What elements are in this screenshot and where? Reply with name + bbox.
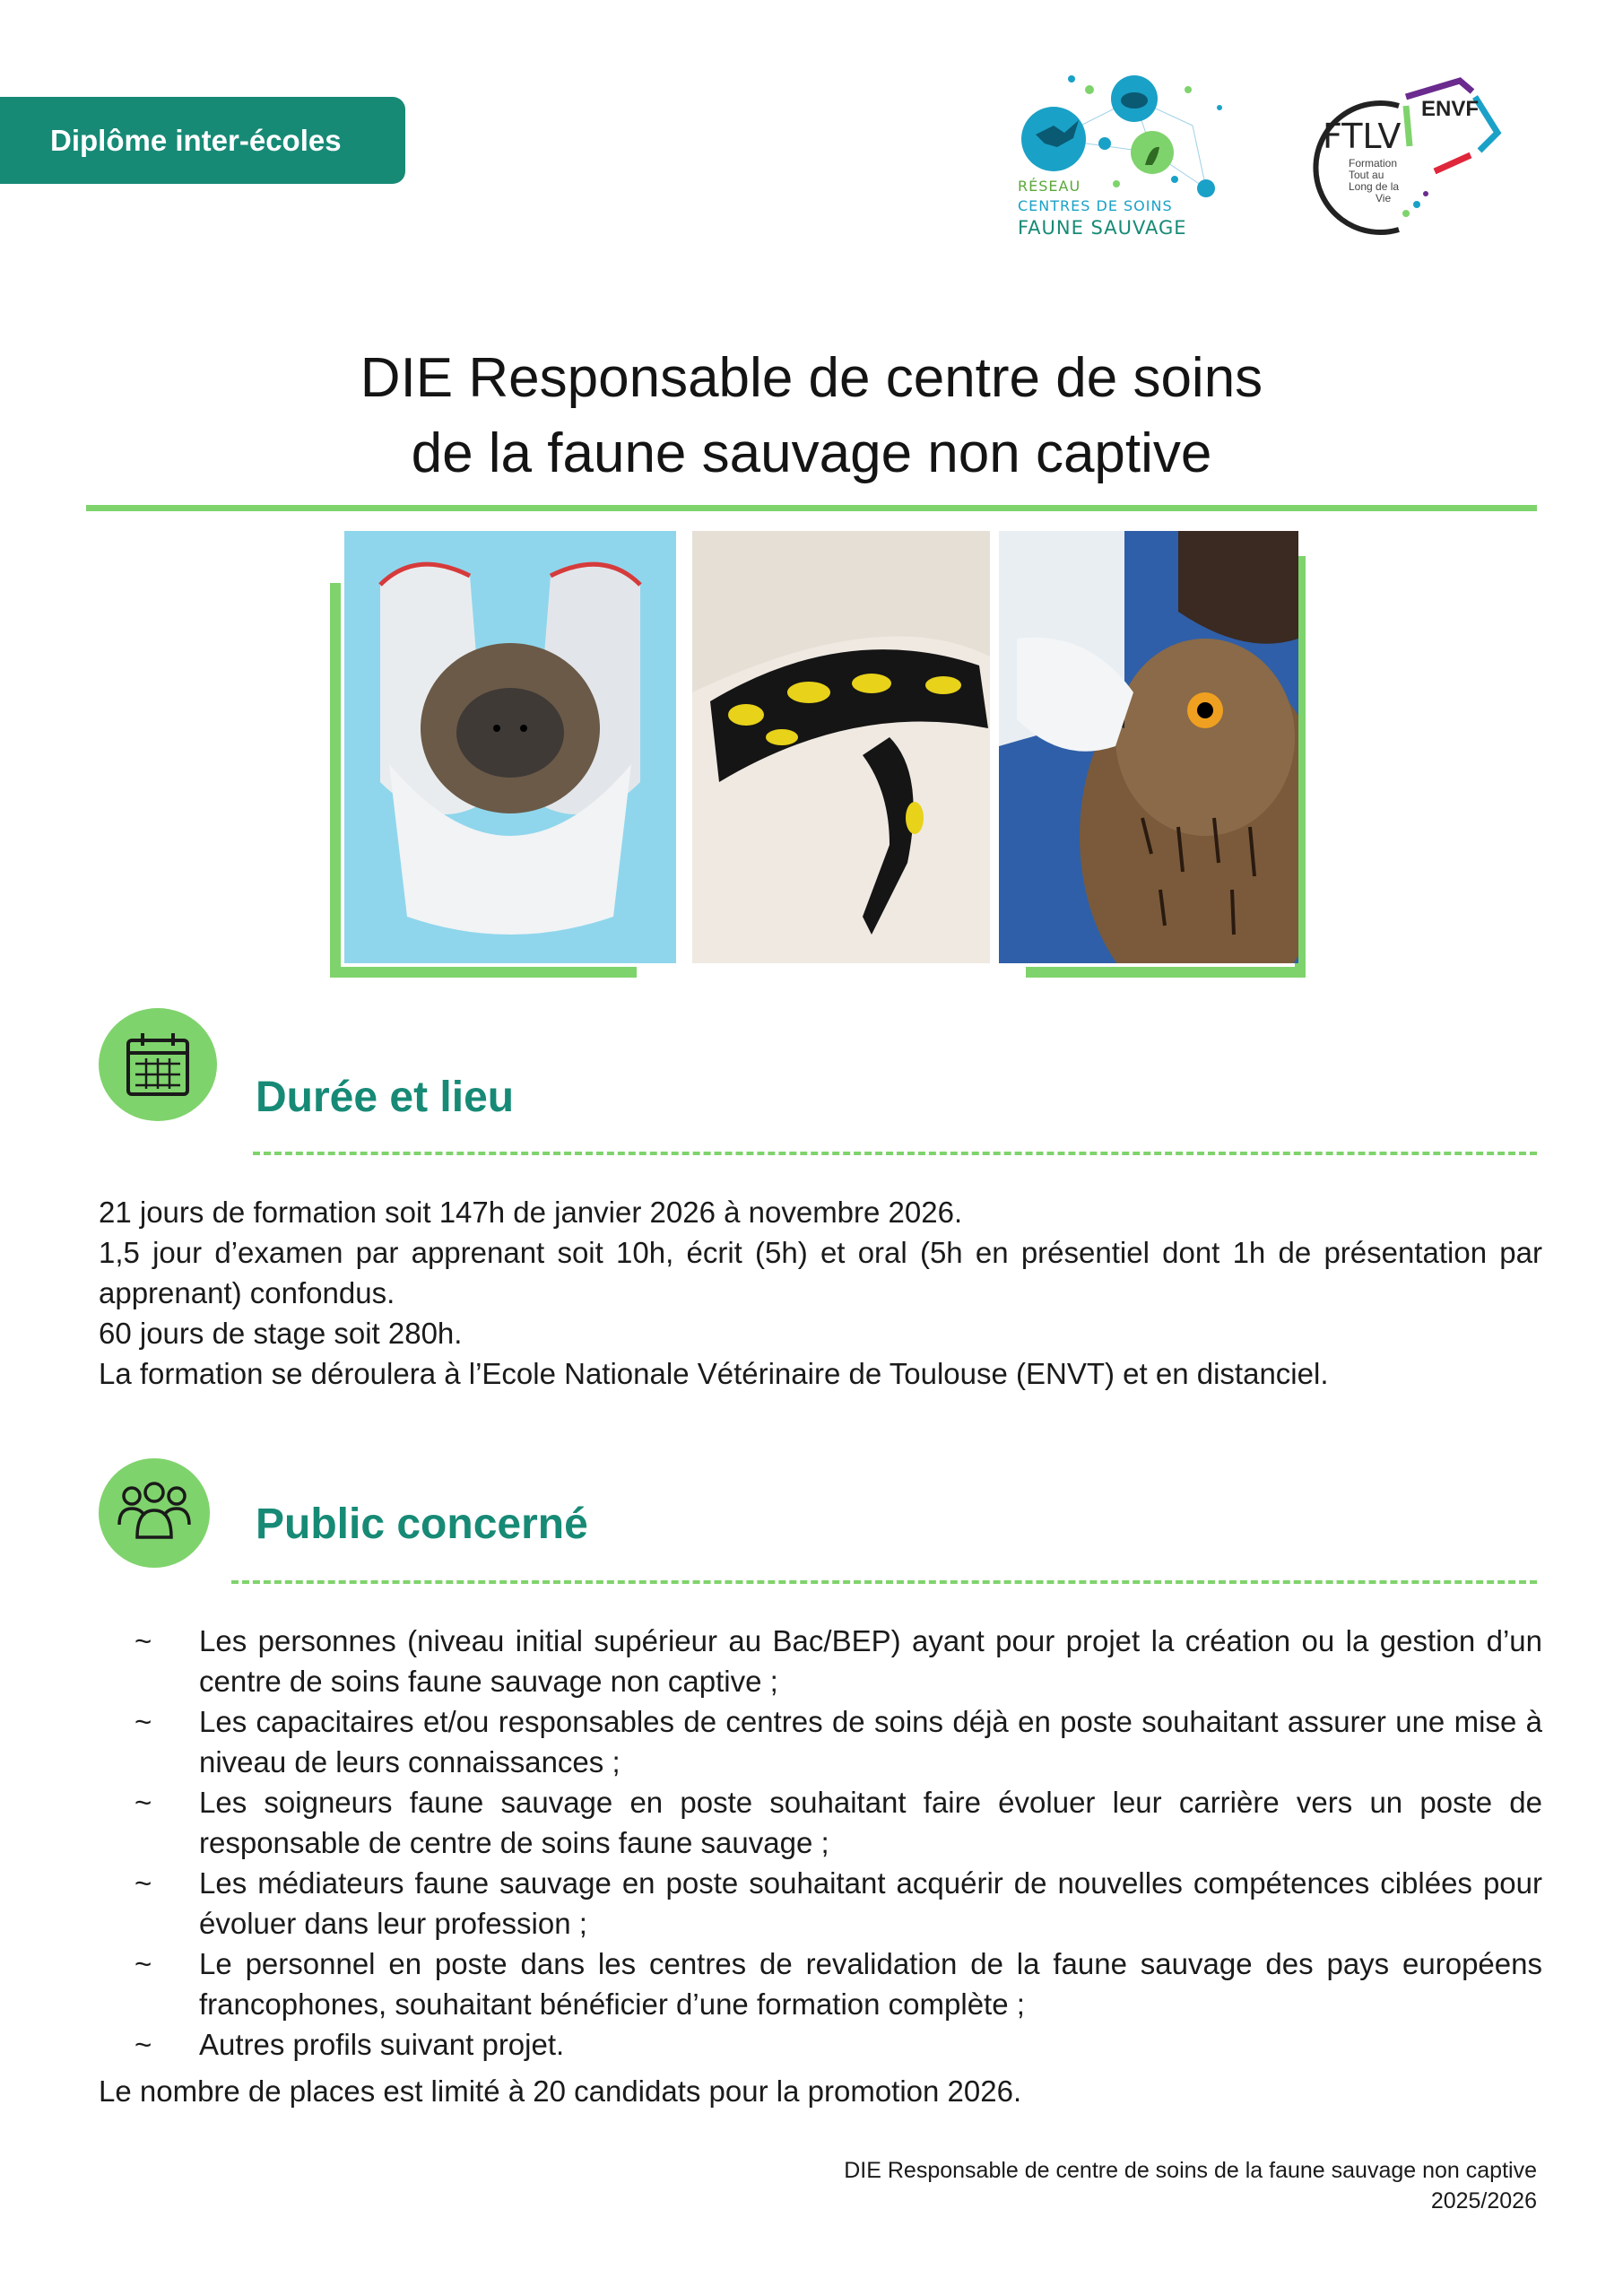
reseau-logo-line3: FAUNE SAUVAGE bbox=[1018, 217, 1187, 239]
diploma-badge bbox=[0, 97, 405, 184]
list-item bbox=[135, 1621, 1542, 1701]
ftlv-tag-line2: Tout au bbox=[1349, 169, 1384, 181]
title-divider bbox=[86, 505, 1537, 511]
list-item-text: Autres profils suivant projet. bbox=[199, 2028, 565, 2061]
duree-line: La formation se déroulera à l’Ecole Nationale Vétérinaire de Toulouse (ENVT) et en distanciel. bbox=[99, 1357, 1329, 1390]
duree-paragraph bbox=[99, 1192, 1542, 1394]
photo-frame-left bbox=[330, 583, 341, 978]
bullet-symbol: ~ bbox=[135, 2028, 152, 2061]
public-list bbox=[135, 1621, 1542, 2065]
section-title-public: Public concerné bbox=[256, 1500, 588, 1548]
page-footer bbox=[844, 2155, 1537, 2216]
page-title bbox=[0, 341, 1623, 491]
list-item-text: Les personnes (niveau initial supérieur au Bac/BEP) ayant pour projet la création ou la gestion d’un centre de soins faune sauvage non captive ; bbox=[199, 1624, 1542, 1698]
ftlv-acronym: FTLV bbox=[1323, 117, 1402, 156]
ftlv-tagline bbox=[1349, 158, 1399, 204]
section-divider-public bbox=[231, 1580, 1537, 1584]
duree-line: 1,5 jour d’examen par apprenant soit 10h, écrit (5h) et oral (5h en présentiel dont 1h de présentation par apprenant) confondus. bbox=[99, 1236, 1542, 1309]
page-title-line2: de la faune sauvage non captive bbox=[411, 422, 1212, 484]
reseau-logo-line2: CENTRES DE SOINS bbox=[1018, 197, 1173, 214]
list-item bbox=[135, 2024, 1542, 2065]
owl-photo bbox=[999, 531, 1298, 963]
reseau-logo-line1: RÉSEAU bbox=[1018, 178, 1081, 195]
calendar-icon-glyph bbox=[123, 1030, 193, 1100]
section-divider-duree bbox=[253, 1152, 1537, 1155]
photo-frame-bottom-left bbox=[330, 967, 637, 978]
duree-line: 60 jours de stage soit 280h. bbox=[99, 1317, 463, 1350]
list-item bbox=[135, 1782, 1542, 1863]
calendar-icon bbox=[99, 1008, 217, 1121]
places-limit-note: Le nombre de places est limité à 20 candidats pour la promotion 2026. bbox=[99, 2074, 1022, 2108]
photo-frame-bottom-right bbox=[1026, 967, 1306, 978]
list-item-text: Les soigneurs faune sauvage en poste souhaitant faire évoluer leur carrière vers un poste de responsable de centre de soins faune sauvage ; bbox=[199, 1786, 1542, 1859]
bullet-symbol: ~ bbox=[135, 1786, 152, 1819]
people-group-icon-glyph bbox=[116, 1482, 193, 1544]
page-title-line1: DIE Responsable de centre de soins bbox=[360, 347, 1263, 409]
reseau-logo bbox=[1018, 72, 1233, 247]
list-item-text: Le personnel en poste dans les centres de revalidation de la faune sauvage des pays européens francophones, souhaitant bénéficier d’une formation complète ; bbox=[199, 1947, 1542, 2021]
people-group-icon bbox=[99, 1458, 210, 1568]
ftlv-tag-line3: Long de la bbox=[1349, 180, 1400, 193]
bullet-symbol: ~ bbox=[135, 1947, 152, 1980]
hedgehog-photo bbox=[344, 531, 676, 963]
bullet-symbol: ~ bbox=[135, 1705, 152, 1738]
salamander-photo bbox=[692, 531, 990, 963]
footer-title: DIE Responsable de centre de soins de la faune sauvage non captive bbox=[844, 2158, 1537, 2183]
ftlv-tag-line4: Vie bbox=[1376, 192, 1392, 204]
ftlv-tag-line1: Formation bbox=[1349, 157, 1398, 170]
list-item-text: Les capacitaires et/ou responsables de centres de soins déjà en poste souhaitant assurer une mise à niveau de leurs connaissances ; bbox=[199, 1705, 1542, 1779]
envf-acronym: ENVF bbox=[1421, 97, 1480, 121]
list-item bbox=[135, 1944, 1542, 2024]
list-item bbox=[135, 1863, 1542, 1944]
bullet-symbol: ~ bbox=[135, 1624, 152, 1657]
duree-line: 21 jours de formation soit 147h de janvier 2026 à novembre 2026. bbox=[99, 1196, 963, 1229]
list-item bbox=[135, 1701, 1542, 1782]
ftlv-envf-logo bbox=[1291, 70, 1515, 240]
section-title-duree: Durée et lieu bbox=[256, 1074, 515, 1121]
list-item-text: Les médiateurs faune sauvage en poste souhaitant acquérir de nouvelles compétences ciblées pour évoluer dans leur profession ; bbox=[199, 1866, 1542, 1940]
footer-year: 2025/2026 bbox=[1430, 2188, 1537, 2213]
diploma-badge-label: Diplôme inter-écoles bbox=[50, 123, 342, 157]
bullet-symbol: ~ bbox=[135, 1866, 152, 1900]
